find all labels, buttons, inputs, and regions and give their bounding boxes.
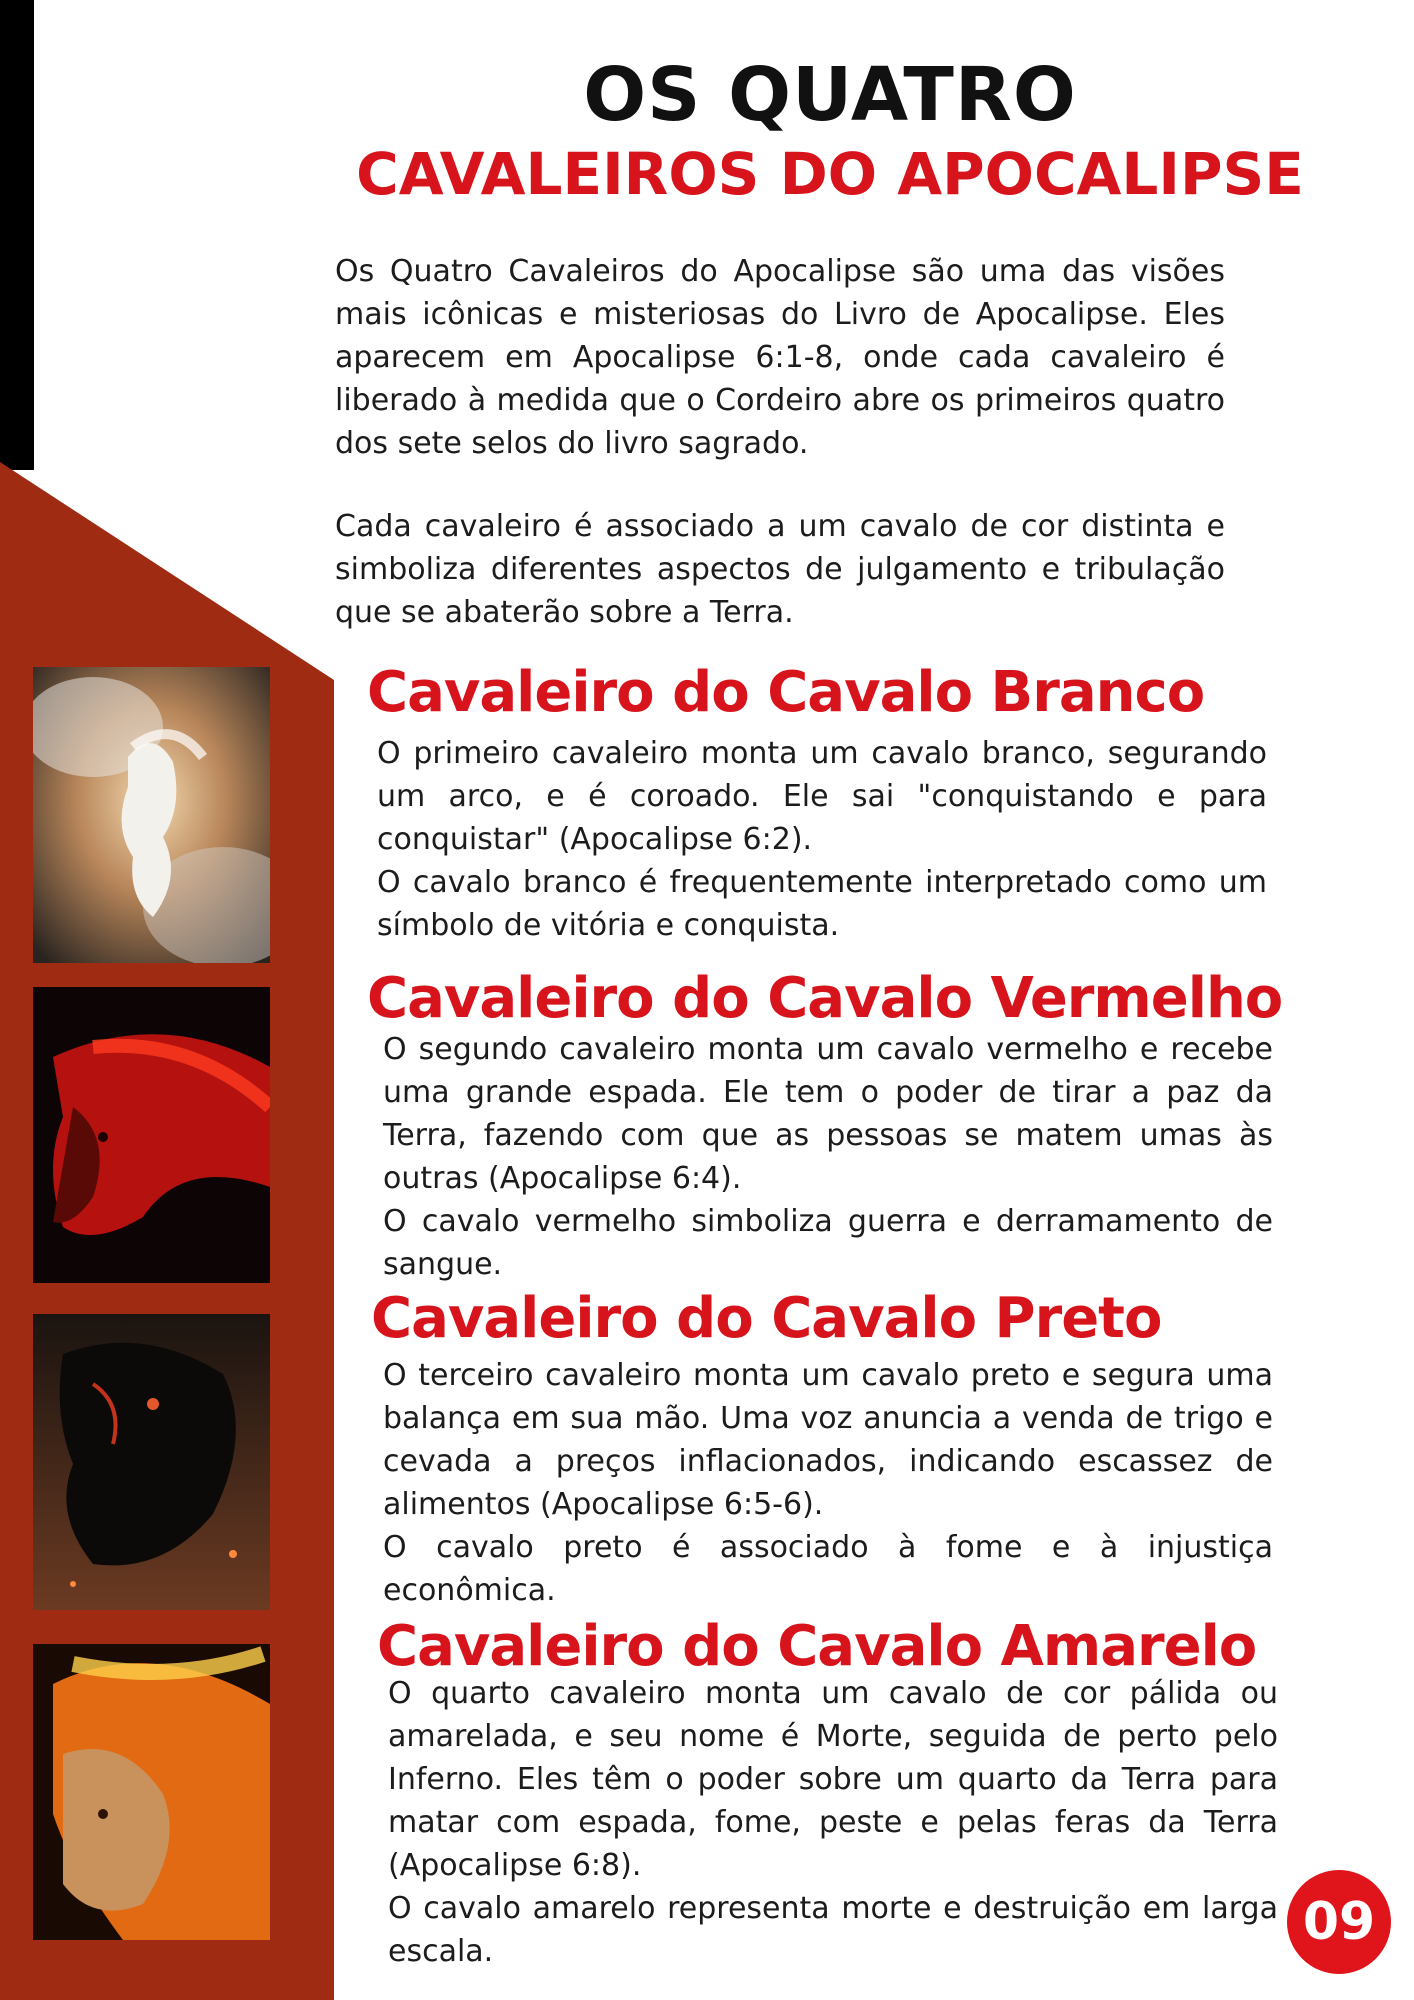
yellow-horse-image bbox=[33, 1644, 270, 1940]
section-body-red-horse bbox=[383, 1028, 1273, 1286]
intro-paragraph-1: Os Quatro Cavaleiros do Apocalipse são uma das visões mais icônicas e misteriosas do Livro de Apocalipse. Eles aparecem em Apocalipse 6:1-8, onde cada cavaleiro é liberado à medida que o Cordeiro abre os primeiros quatro dos sete selos do livro sagrado. bbox=[335, 254, 1225, 461]
white-horse-image bbox=[33, 667, 270, 963]
section-text: O segundo cavaleiro monta um cavalo vermelho e recebe uma grande espada. Ele tem o poder de tirar a paz da Terra, fazendo com que as pessoas se matem umas às outras (Apocalipse 6:4). bbox=[383, 1032, 1273, 1196]
section-title-yellow-horse: Cavaleiro do Cavalo Amarelo bbox=[377, 1614, 1257, 1679]
section-body-black-horse bbox=[383, 1354, 1273, 1612]
section-text: O cavalo vermelho simboliza guerra e derramamento de sangue. bbox=[383, 1204, 1273, 1282]
page-title-line2: CAVALEIROS DO APOCALIPSE bbox=[356, 140, 1304, 208]
section-body-white-horse bbox=[377, 732, 1267, 947]
page-number-badge: 09 bbox=[1287, 1870, 1391, 1974]
section-text: O quarto cavaleiro monta um cavalo de cor pálida ou amarelada, e seu nome é Morte, seguida de perto pelo Inferno. Eles têm o poder sobre um quarto da Terra para matar com espada, fome, peste e pelas feras da Terra (Apocalipse 6:8). bbox=[388, 1676, 1278, 1883]
intro-paragraph-2: Cada cavaleiro é associado a um cavalo de cor distinta e simboliza diferentes aspectos de julgamento e tribulação que se abaterão sobre a Terra. bbox=[335, 509, 1225, 630]
section-title-black-horse: Cavaleiro do Cavalo Preto bbox=[371, 1286, 1162, 1351]
black-horse-image bbox=[33, 1314, 270, 1610]
black-side-bar bbox=[0, 0, 34, 470]
section-text: O cavalo preto é associado à fome e à injustiça econômica. bbox=[383, 1530, 1273, 1608]
section-body-yellow-horse bbox=[388, 1672, 1278, 1973]
section-text: O primeiro cavaleiro monta um cavalo branco, segurando um arco, e é coroado. Ele sai "conquistando e para conquistar" (Apocalipse 6:2). bbox=[377, 736, 1267, 857]
section-title-white-horse: Cavaleiro do Cavalo Branco bbox=[367, 660, 1205, 725]
section-text: O cavalo branco é frequentemente interpretado como um símbolo de vitória e conquista. bbox=[377, 865, 1267, 943]
page-title-line1: OS QUATRO bbox=[583, 52, 1077, 138]
section-text: O cavalo amarelo representa morte e destruição em larga escala. bbox=[388, 1891, 1278, 1969]
section-text: O terceiro cavaleiro monta um cavalo preto e segura uma balança em sua mão. Uma voz anuncia a venda de trigo e cevada a preços inflacionados, indicando escassez de alimentos (Apocalipse 6:5-6). bbox=[383, 1358, 1273, 1522]
red-horse-image bbox=[33, 987, 270, 1283]
section-title-red-horse: Cavaleiro do Cavalo Vermelho bbox=[367, 966, 1283, 1031]
